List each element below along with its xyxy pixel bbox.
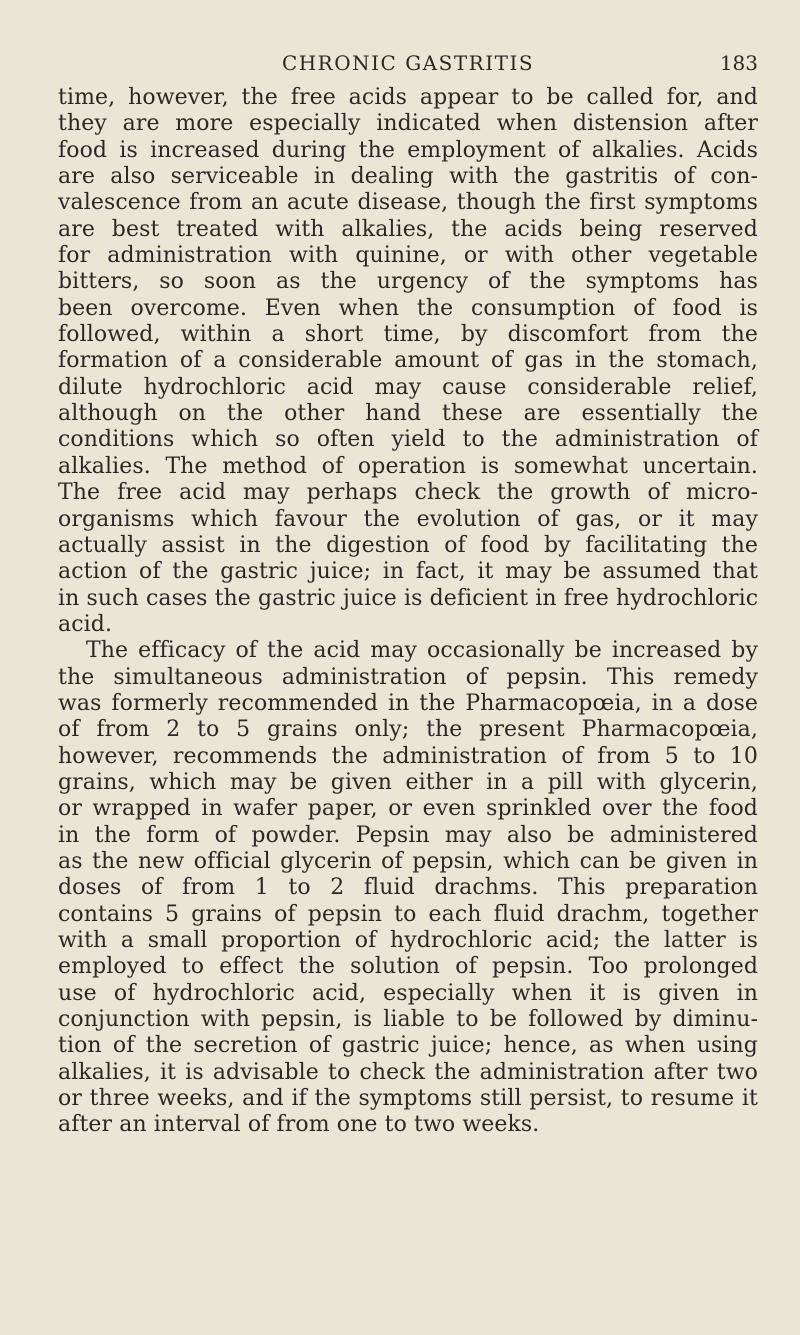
text-line: alkalies, it is advisable to check the administration after two — [58, 1059, 758, 1085]
text-line: been overcome. Even when the consumption of food is — [58, 295, 758, 321]
text-line: organisms which favour the evolution of gas, or it may — [58, 506, 758, 532]
text-line: however, recommends the administration of from 5 to 10 — [58, 743, 758, 769]
text-line: The free acid may perhaps check the growth of micro- — [58, 480, 758, 506]
text-line: action of the gastric juice; in fact, it may be assumed that — [58, 559, 758, 585]
text-line: actually assist in the digestion of food by facilitating the — [58, 532, 758, 558]
text-line: for administration with quinine, or with other vegetable — [58, 243, 758, 269]
text-line: alkalies. The method of operation is somewhat uncertain. — [58, 453, 758, 479]
text-line: time, however, the free acids appear to be called for, and — [58, 85, 758, 110]
text-line: tion of the secretion of gastric juice; hence, as when using — [58, 1033, 758, 1059]
text-line: or wrapped in wafer paper, or even sprinkled over the food — [58, 796, 758, 822]
text-line: are also serviceable in dealing with the gastritis of con- — [58, 164, 758, 190]
body-text — [58, 85, 758, 1139]
text-line: employed to effect the solution of pepsin. Too prolonged — [58, 954, 758, 980]
text-line: after an interval of from one to two weeks. — [58, 1112, 540, 1138]
text-line: are best treated with alkalies, the acids being reserved — [58, 216, 758, 242]
text-line: followed, within a short time, by discomfort from the — [58, 322, 758, 348]
page-number: 183 — [719, 51, 758, 75]
text-line: was formerly recommended in the Pharmacopœia, in a dose — [58, 690, 758, 716]
text-line: grains, which may be given either in a pill with glycerin, — [58, 769, 758, 795]
text-line: conditions which so often yield to the administration of — [58, 427, 758, 453]
text-line: acid. — [58, 611, 113, 637]
text-line: or three weeks, and if the symptoms still persist, to resume it — [58, 1086, 758, 1112]
text-line: of from 2 to 5 grains only; the present Pharmacopœia, — [58, 717, 758, 743]
text-line: in the form of powder. Pepsin may also be administered — [58, 822, 758, 848]
text-line: the simultaneous administration of pepsin. This remedy — [58, 664, 758, 690]
text-line: food is increased during the employment of alkalies. Acids — [58, 137, 758, 163]
running-title: CHRONIC GASTRITIS — [281, 51, 535, 75]
text-line: although on the other hand these are essentially the — [58, 401, 758, 427]
text-line: they are more especially indicated when distension after — [58, 111, 758, 137]
text-line: dilute hydrochloric acid may cause considerable relief, — [58, 374, 758, 400]
text-line: The efficacy of the acid may occasionally be increased by — [86, 638, 758, 664]
running-head — [58, 0, 758, 75]
text-line: as the new official glycerin of pepsin, which can be given in — [58, 848, 758, 874]
text-line: with a small proportion of hydrochloric acid; the latter is — [58, 928, 758, 953]
text-line: doses of from 1 to 2 fluid drachms. This preparation — [58, 875, 758, 901]
text-line: use of hydrochloric acid, especially when it is given in — [58, 980, 758, 1006]
text-line: conjunction with pepsin, is liable to be followed by diminu- — [58, 1007, 758, 1033]
text-line: in such cases the gastric juice is deficient in free hydrochloric — [58, 585, 759, 611]
text-line: bitters, so soon as the urgency of the symptoms has — [58, 269, 758, 295]
text-line: contains 5 grains of pepsin to each fluid drachm, together — [58, 901, 758, 927]
text-line: valescence from an acute disease, though the first symptoms — [58, 190, 758, 216]
text-line: formation of a considerable amount of gas in the stomach, — [58, 348, 758, 374]
